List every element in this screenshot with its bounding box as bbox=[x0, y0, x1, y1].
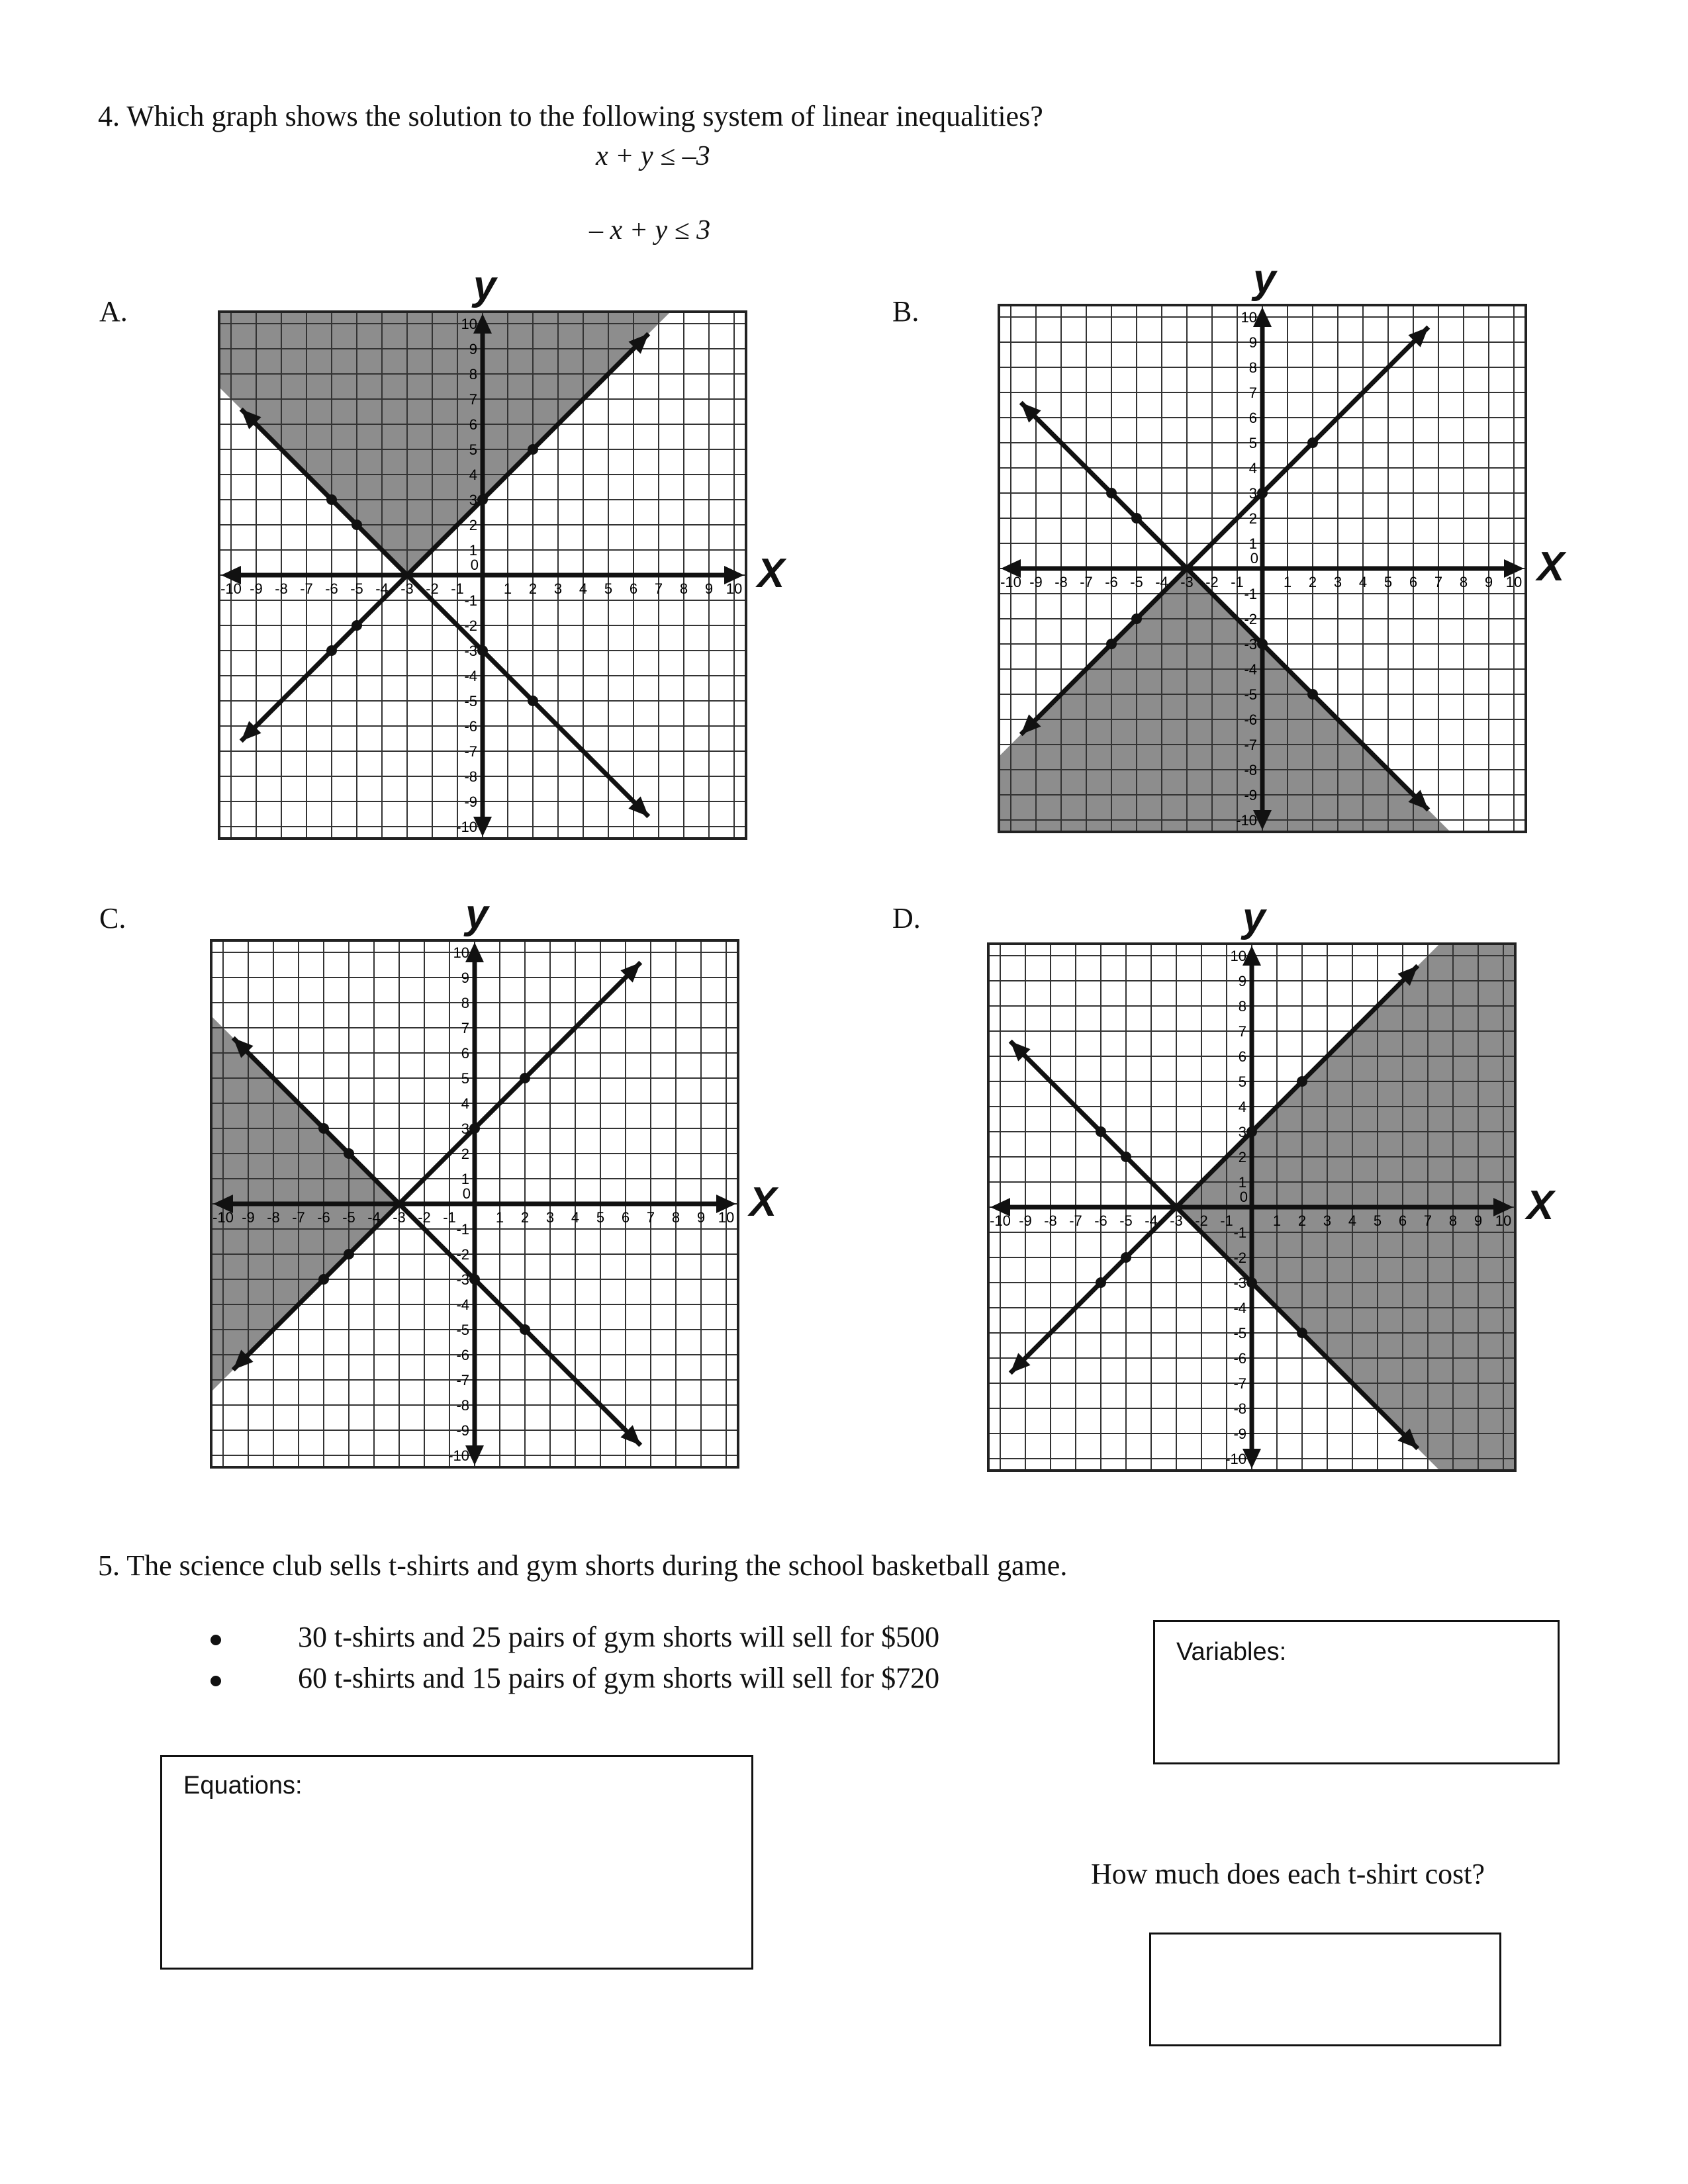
y-axis-label: y bbox=[473, 263, 496, 308]
x-tick-label: -4 bbox=[375, 580, 389, 597]
x-tick-label: 6 bbox=[1409, 574, 1418, 590]
y-tick-label: 3 bbox=[461, 1120, 469, 1137]
y-tick-label: -4 bbox=[456, 1297, 469, 1313]
x-tick-label: -9 bbox=[242, 1209, 255, 1226]
plotted-point bbox=[1106, 488, 1117, 498]
tick-label-origin: 0 bbox=[1250, 550, 1258, 567]
y-tick-label: -6 bbox=[464, 718, 477, 735]
plotted-point bbox=[352, 620, 362, 631]
x-tick-label: 7 bbox=[1423, 1212, 1432, 1229]
x-tick-label: 6 bbox=[1398, 1212, 1407, 1229]
y-tick-label: 8 bbox=[469, 366, 477, 383]
x-tick-label: 4 bbox=[1348, 1212, 1357, 1229]
y-tick-label: -9 bbox=[1244, 787, 1257, 803]
plotted-point bbox=[352, 520, 362, 530]
x-tick-label: -2 bbox=[418, 1209, 431, 1226]
tshirt-cost-answer-box[interactable] bbox=[1149, 1933, 1501, 2046]
x-tick-label: -3 bbox=[1170, 1212, 1183, 1229]
y-tick-label: 5 bbox=[1238, 1073, 1246, 1090]
x-tick-label: -6 bbox=[1094, 1212, 1107, 1229]
x-tick-label: 1 bbox=[495, 1209, 504, 1226]
x-tick-label: -10 bbox=[990, 1212, 1011, 1229]
plotted-point bbox=[477, 645, 488, 656]
plotted-point bbox=[1131, 513, 1142, 523]
y-tick-label: 7 bbox=[461, 1020, 469, 1036]
x-tick-label: 1 bbox=[1272, 1212, 1282, 1229]
x-tick-label: -7 bbox=[292, 1209, 305, 1226]
y-tick-label: 5 bbox=[469, 441, 477, 458]
x-tick-label: -4 bbox=[1155, 574, 1168, 590]
y-tick-label: -10 bbox=[1236, 812, 1257, 829]
x-tick-label: -1 bbox=[451, 580, 464, 597]
y-tick-label: -3 bbox=[456, 1271, 469, 1288]
x-tick-label: 8 bbox=[671, 1209, 680, 1226]
coordinate-plane bbox=[998, 304, 1526, 833]
y-tick-label: 6 bbox=[1248, 410, 1257, 426]
y-tick-label: 10 bbox=[1241, 309, 1257, 326]
graph-a[interactable] bbox=[218, 263, 785, 839]
y-tick-label: -3 bbox=[1233, 1275, 1246, 1291]
x-tick-label: -5 bbox=[1119, 1212, 1133, 1229]
question-5-text: 5. The science club sells t-shirts and gym shorts during the school basketball game. bbox=[98, 1549, 1068, 1582]
y-tick-label: 5 bbox=[461, 1070, 469, 1087]
y-tick-label: -1 bbox=[456, 1221, 469, 1238]
y-tick-label: -4 bbox=[1233, 1300, 1246, 1316]
x-tick-label: 2 bbox=[520, 1209, 530, 1226]
x-tick-label: -10 bbox=[220, 580, 242, 597]
x-tick-label: 4 bbox=[571, 1209, 580, 1226]
plotted-point bbox=[326, 645, 337, 656]
x-tick-label: 4 bbox=[579, 580, 588, 597]
x-tick-label: 10 bbox=[1505, 574, 1523, 590]
y-tick-label: -6 bbox=[1233, 1350, 1246, 1367]
x-tick-label: 4 bbox=[1358, 574, 1368, 590]
x-tick-label: 2 bbox=[528, 580, 538, 597]
bullet-item-2: 60 t-shirts and 15 pairs of gym shorts will sell for $720 bbox=[298, 1662, 940, 1694]
option-d-label: D. bbox=[892, 902, 921, 934]
coordinate-plane bbox=[988, 943, 1516, 1471]
plotted-point bbox=[1257, 639, 1268, 649]
x-tick-label: -4 bbox=[367, 1209, 381, 1226]
x-tick-label: 10 bbox=[726, 580, 743, 597]
x-axis-label: X bbox=[749, 1179, 777, 1225]
y-tick-label: 3 bbox=[1238, 1124, 1246, 1140]
y-tick-label: -5 bbox=[456, 1322, 469, 1338]
y-tick-label: -8 bbox=[464, 768, 477, 785]
x-tick-label: -8 bbox=[275, 580, 288, 597]
y-tick-label: -3 bbox=[464, 643, 477, 659]
y-tick-label: -10 bbox=[448, 1447, 469, 1464]
tick-label-origin: 0 bbox=[470, 557, 479, 573]
plotted-point bbox=[469, 1123, 480, 1134]
x-axis-label: X bbox=[757, 551, 785, 596]
x-tick-label: 5 bbox=[596, 1209, 605, 1226]
plotted-point bbox=[1257, 488, 1268, 498]
y-tick-label: -5 bbox=[464, 693, 477, 709]
x-tick-label: 2 bbox=[1308, 574, 1317, 590]
x-tick-label: -8 bbox=[267, 1209, 280, 1226]
y-tick-label: 1 bbox=[461, 1171, 469, 1187]
plotted-point bbox=[1246, 1126, 1257, 1137]
x-tick-label: 8 bbox=[679, 580, 688, 597]
bullet-1 bbox=[211, 1635, 221, 1645]
plotted-point bbox=[528, 444, 538, 455]
plotted-point bbox=[469, 1274, 480, 1285]
y-tick-label: -9 bbox=[456, 1422, 469, 1439]
x-tick-label: -7 bbox=[1080, 574, 1093, 590]
y-tick-label: -8 bbox=[1233, 1400, 1246, 1417]
x-tick-label: -10 bbox=[212, 1209, 234, 1226]
x-tick-label: 6 bbox=[621, 1209, 630, 1226]
x-tick-label: 3 bbox=[1323, 1212, 1332, 1229]
plotted-point bbox=[520, 1073, 530, 1083]
x-tick-label: 3 bbox=[545, 1209, 555, 1226]
x-tick-label: 5 bbox=[1383, 574, 1393, 590]
y-tick-label: 1 bbox=[1248, 535, 1257, 552]
x-tick-label: -9 bbox=[1019, 1212, 1032, 1229]
y-tick-label: 10 bbox=[461, 316, 477, 332]
option-a-label: A. bbox=[99, 295, 128, 328]
y-tick-label: -10 bbox=[456, 819, 477, 835]
y-tick-label: -7 bbox=[1244, 737, 1257, 753]
x-tick-label: 7 bbox=[1434, 574, 1443, 590]
x-tick-label: -1 bbox=[1231, 574, 1244, 590]
x-axis-label: X bbox=[1537, 544, 1565, 590]
y-tick-label: 9 bbox=[1238, 973, 1246, 989]
y-tick-label: 2 bbox=[1248, 510, 1257, 527]
x-tick-label: 8 bbox=[1448, 1212, 1458, 1229]
x-tick-label: 5 bbox=[604, 580, 613, 597]
coordinate-plane bbox=[211, 940, 739, 1468]
x-tick-label: 1 bbox=[503, 580, 512, 597]
x-tick-label: -4 bbox=[1145, 1212, 1158, 1229]
y-tick-label: 2 bbox=[469, 517, 477, 533]
equations-box[interactable] bbox=[160, 1755, 753, 1970]
x-tick-label: -3 bbox=[400, 580, 414, 597]
plotted-point bbox=[520, 1324, 530, 1335]
plotted-point bbox=[477, 494, 488, 505]
x-tick-label: 9 bbox=[1484, 574, 1493, 590]
variables-box[interactable] bbox=[1153, 1620, 1560, 1764]
y-tick-label: 2 bbox=[1238, 1149, 1246, 1165]
y-tick-label: 10 bbox=[1230, 948, 1246, 964]
bullet-2 bbox=[211, 1676, 221, 1686]
x-tick-label: -8 bbox=[1044, 1212, 1057, 1229]
x-tick-label: -5 bbox=[342, 1209, 355, 1226]
tick-label-origin: 0 bbox=[462, 1185, 471, 1202]
y-tick-label: 2 bbox=[461, 1146, 469, 1162]
y-tick-label: 7 bbox=[1248, 385, 1257, 401]
x-tick-label: -7 bbox=[1069, 1212, 1082, 1229]
y-tick-label: -1 bbox=[1233, 1224, 1246, 1241]
x-tick-label: -9 bbox=[250, 580, 263, 597]
plotted-point bbox=[1131, 614, 1142, 624]
y-axis-label: y bbox=[1243, 895, 1266, 940]
plotted-point bbox=[1246, 1277, 1257, 1288]
plotted-point bbox=[326, 494, 337, 505]
y-tick-label: -3 bbox=[1244, 636, 1257, 653]
y-tick-label: 4 bbox=[1238, 1099, 1246, 1115]
x-tick-label: 7 bbox=[646, 1209, 655, 1226]
coordinate-plane bbox=[218, 311, 747, 839]
variables-label: Variables: bbox=[1176, 1638, 1287, 1666]
y-axis-label: y bbox=[465, 891, 489, 937]
y-tick-label: -2 bbox=[456, 1246, 469, 1263]
x-tick-label: -10 bbox=[1000, 574, 1021, 590]
x-tick-label: 2 bbox=[1297, 1212, 1307, 1229]
y-tick-label: 4 bbox=[469, 467, 477, 483]
y-tick-label: -4 bbox=[1244, 661, 1257, 678]
x-tick-label: 5 bbox=[1373, 1212, 1382, 1229]
y-tick-label: 7 bbox=[1238, 1023, 1246, 1040]
plotted-point bbox=[318, 1274, 329, 1285]
y-tick-label: 7 bbox=[469, 391, 477, 408]
bullet-item-1: 30 t-shirts and 25 pairs of gym shorts will sell for $500 bbox=[298, 1621, 940, 1653]
x-axis-label: X bbox=[1526, 1183, 1554, 1228]
y-tick-label: -2 bbox=[1244, 611, 1257, 627]
plotted-point bbox=[528, 696, 538, 706]
y-axis-label: y bbox=[1253, 256, 1276, 302]
y-tick-label: 3 bbox=[469, 492, 477, 508]
x-tick-label: -3 bbox=[1180, 574, 1194, 590]
x-tick-label: -6 bbox=[1105, 574, 1118, 590]
y-tick-label: 4 bbox=[461, 1095, 469, 1112]
graph-c[interactable] bbox=[211, 891, 777, 1468]
y-tick-label: 6 bbox=[461, 1045, 469, 1062]
x-tick-label: -5 bbox=[350, 580, 363, 597]
y-tick-label: -9 bbox=[1233, 1426, 1246, 1442]
y-tick-label: -5 bbox=[1244, 686, 1257, 703]
plotted-point bbox=[1307, 437, 1318, 448]
plotted-point bbox=[1096, 1126, 1106, 1137]
x-tick-label: 10 bbox=[718, 1209, 735, 1226]
tshirt-cost-question: How much does each t-shirt cost? bbox=[1091, 1858, 1485, 1890]
x-tick-label: 1 bbox=[1283, 574, 1292, 590]
equations-label: Equations: bbox=[183, 1772, 303, 1799]
x-tick-label: 10 bbox=[1495, 1212, 1512, 1229]
plotted-point bbox=[1297, 1328, 1307, 1338]
x-tick-label: -6 bbox=[317, 1209, 330, 1226]
y-tick-label: 8 bbox=[461, 995, 469, 1011]
plotted-point bbox=[344, 1249, 354, 1259]
x-tick-label: -6 bbox=[325, 580, 338, 597]
y-tick-label: -2 bbox=[464, 617, 477, 634]
x-tick-label: -1 bbox=[1220, 1212, 1233, 1229]
y-tick-label: 8 bbox=[1248, 359, 1257, 376]
y-tick-label: -1 bbox=[464, 592, 477, 609]
x-tick-label: 6 bbox=[629, 580, 638, 597]
y-tick-label: 9 bbox=[1248, 334, 1257, 351]
x-tick-label: -7 bbox=[300, 580, 313, 597]
plotted-point bbox=[1297, 1076, 1307, 1087]
y-tick-label: -10 bbox=[1225, 1451, 1246, 1467]
plotted-point bbox=[318, 1123, 329, 1134]
y-tick-label: 5 bbox=[1248, 435, 1257, 451]
y-tick-label: 1 bbox=[469, 542, 477, 559]
plotted-point bbox=[1121, 1152, 1131, 1162]
y-tick-label: -4 bbox=[464, 668, 477, 684]
question-4-text: 4. Which graph shows the solution to the following system of linear inequalities? bbox=[98, 100, 1043, 132]
y-tick-label: -9 bbox=[464, 794, 477, 810]
x-tick-label: -5 bbox=[1130, 574, 1143, 590]
y-tick-label: -8 bbox=[1244, 762, 1257, 778]
option-c-label: C. bbox=[99, 902, 126, 934]
x-tick-label: -3 bbox=[393, 1209, 406, 1226]
y-tick-label: 1 bbox=[1238, 1174, 1246, 1191]
y-tick-label: 10 bbox=[453, 944, 469, 961]
y-tick-label: 8 bbox=[1238, 998, 1246, 1015]
y-tick-label: -7 bbox=[456, 1372, 469, 1388]
plotted-point bbox=[1106, 639, 1117, 649]
x-tick-label: 7 bbox=[654, 580, 663, 597]
y-tick-label: -6 bbox=[456, 1347, 469, 1363]
x-tick-label: -2 bbox=[1205, 574, 1219, 590]
x-tick-label: 8 bbox=[1459, 574, 1468, 590]
x-tick-label: 9 bbox=[1474, 1212, 1483, 1229]
y-tick-label: 3 bbox=[1248, 485, 1257, 502]
inequality-1: x + y ≤ –3 bbox=[596, 141, 710, 171]
tick-label-origin: 0 bbox=[1239, 1189, 1248, 1205]
y-tick-label: 9 bbox=[469, 341, 477, 357]
y-tick-label: 6 bbox=[469, 416, 477, 433]
graph-d[interactable] bbox=[988, 895, 1554, 1471]
plotted-point bbox=[1096, 1277, 1106, 1288]
option-b-label: B. bbox=[892, 295, 919, 328]
y-tick-label: -6 bbox=[1244, 711, 1257, 728]
y-tick-label: -7 bbox=[464, 743, 477, 760]
x-tick-label: -8 bbox=[1055, 574, 1068, 590]
y-tick-label: -8 bbox=[456, 1397, 469, 1414]
x-tick-label: 3 bbox=[1333, 574, 1342, 590]
y-tick-label: -2 bbox=[1233, 1250, 1246, 1266]
x-tick-label: -2 bbox=[1195, 1212, 1208, 1229]
graph-b[interactable] bbox=[998, 256, 1565, 833]
plotted-point bbox=[1121, 1252, 1131, 1263]
y-tick-label: -7 bbox=[1233, 1375, 1246, 1392]
x-tick-label: -1 bbox=[443, 1209, 456, 1226]
y-tick-label: 6 bbox=[1238, 1048, 1246, 1065]
x-tick-label: -2 bbox=[426, 580, 439, 597]
x-tick-label: -9 bbox=[1029, 574, 1043, 590]
plotted-point bbox=[1307, 689, 1318, 700]
inequality-2: – x + y ≤ 3 bbox=[589, 215, 711, 246]
y-tick-label: -5 bbox=[1233, 1325, 1246, 1342]
y-tick-label: 4 bbox=[1248, 460, 1257, 477]
x-tick-label: 3 bbox=[553, 580, 563, 597]
y-tick-label: 9 bbox=[461, 970, 469, 986]
x-tick-label: 9 bbox=[704, 580, 714, 597]
x-tick-label: 9 bbox=[696, 1209, 706, 1226]
plotted-point bbox=[344, 1148, 354, 1159]
y-tick-label: -1 bbox=[1244, 586, 1257, 602]
